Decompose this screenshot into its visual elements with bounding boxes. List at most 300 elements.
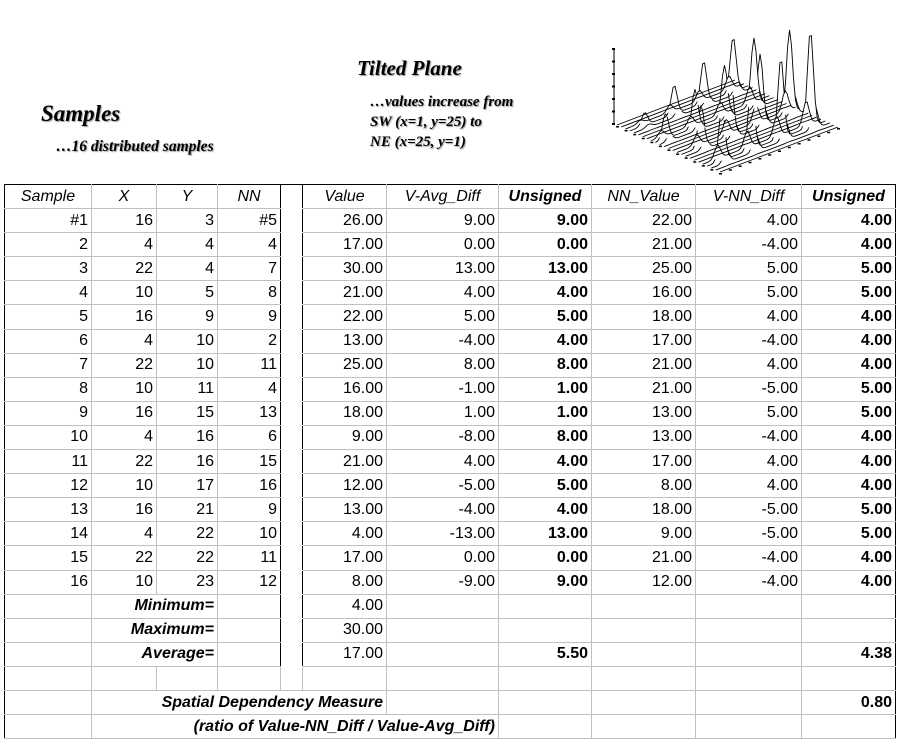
cell-nn[interactable]: 13	[218, 401, 281, 425]
cell-unsigned-nn[interactable]: 4.00	[802, 570, 896, 594]
cell-x[interactable]: 4	[92, 425, 157, 449]
z-axis-tick	[612, 61, 615, 63]
spatial-dependency-value[interactable]: 0.80	[802, 690, 896, 714]
cell-v-avg-diff[interactable]: -13.00	[387, 522, 499, 546]
cell-nn-value[interactable]: 16.00	[592, 281, 696, 305]
cell-v-nn-diff[interactable]: -4.00	[696, 425, 802, 449]
cell-spacer[interactable]	[281, 281, 303, 305]
cell-y[interactable]: 22	[157, 546, 218, 570]
cell-spacer[interactable]	[281, 257, 303, 281]
cell-y[interactable]: 9	[157, 305, 218, 329]
cell[interactable]	[281, 618, 303, 642]
cell-v-nn-diff[interactable]: -4.00	[696, 570, 802, 594]
cell-nn-value[interactable]: 18.00	[592, 498, 696, 522]
base-axis-tick	[749, 162, 752, 164]
cell-sample[interactable]: 7	[5, 353, 92, 377]
summary-row	[5, 690, 896, 714]
plane-description	[370, 92, 513, 152]
cell-x[interactable]: 4	[92, 522, 157, 546]
cell-v-avg-diff[interactable]: 1.00	[387, 401, 499, 425]
cell-sample[interactable]: 14	[5, 522, 92, 546]
column-header-sample[interactable]: Sample	[5, 185, 92, 209]
z-axis-tick	[612, 73, 615, 75]
cell-value[interactable]: 17.00	[303, 233, 387, 257]
cell[interactable]	[499, 715, 592, 739]
cell[interactable]	[802, 715, 896, 739]
cell[interactable]	[157, 666, 218, 690]
column-header-nn[interactable]: NN	[218, 185, 281, 209]
cell-nn-value[interactable]: 18.00	[592, 305, 696, 329]
cell[interactable]	[92, 666, 157, 690]
cell-y[interactable]: 11	[157, 377, 218, 401]
cell-v-nn-diff[interactable]: 5.00	[696, 257, 802, 281]
cell-y[interactable]: 10	[157, 329, 218, 353]
cell-unsigned-avg[interactable]: 0.00	[499, 233, 592, 257]
cell[interactable]	[5, 690, 92, 714]
cell[interactable]	[592, 594, 696, 618]
summary-row	[5, 618, 896, 642]
cell-x[interactable]: 16	[92, 305, 157, 329]
z-axis-tick	[612, 98, 615, 100]
cell[interactable]	[281, 642, 303, 666]
cell-x[interactable]: 10	[92, 377, 157, 401]
cell-x[interactable]: 10	[92, 281, 157, 305]
cell-spacer[interactable]	[281, 522, 303, 546]
cell-v-nn-diff[interactable]: -5.00	[696, 522, 802, 546]
cell[interactable]	[696, 594, 802, 618]
cell-y[interactable]: 10	[157, 353, 218, 377]
column-header-unsigned-avg[interactable]: Unsigned	[499, 185, 592, 209]
z-axis-tick	[612, 111, 615, 113]
cell-sample[interactable]: 13	[5, 498, 92, 522]
cell[interactable]	[499, 618, 592, 642]
cell-sample[interactable]: 12	[5, 474, 92, 498]
base-axis-tick	[676, 153, 679, 155]
cell-y[interactable]: 16	[157, 450, 218, 474]
base-axis-tick	[650, 142, 653, 144]
column-header-v-avg-diff[interactable]: V-Avg_Diff	[387, 185, 499, 209]
cell[interactable]	[802, 666, 896, 690]
cell-unsigned-avg[interactable]: 4.00	[499, 329, 592, 353]
cell-spacer[interactable]	[281, 401, 303, 425]
cell-unsigned-nn[interactable]: 4.00	[802, 474, 896, 498]
cell-nn[interactable]: 15	[218, 450, 281, 474]
cell-v-avg-diff[interactable]: -4.00	[387, 498, 499, 522]
cell-spacer[interactable]	[281, 377, 303, 401]
cell-v-nn-diff[interactable]: 4.00	[696, 305, 802, 329]
cell-nn-value[interactable]: 22.00	[592, 209, 696, 233]
cell[interactable]	[5, 594, 92, 618]
cell[interactable]	[5, 715, 92, 739]
table-row	[5, 425, 896, 449]
cell-value[interactable]: 9.00	[303, 425, 387, 449]
table-row	[5, 570, 896, 594]
plane-title: Tilted Plane	[357, 56, 462, 80]
table-row	[5, 401, 896, 425]
average-value[interactable]: 17.00	[303, 642, 387, 666]
cell-nn[interactable]: 12	[218, 570, 281, 594]
cell-v-nn-diff[interactable]: 4.00	[696, 474, 802, 498]
base-axis-tick	[817, 136, 820, 138]
cell-v-avg-diff[interactable]: 13.00	[387, 257, 499, 281]
column-header-unsigned-nn[interactable]: Unsigned	[802, 185, 896, 209]
cell-value[interactable]: 17.00	[303, 546, 387, 570]
base-axis-tick	[642, 138, 645, 140]
column-header-value[interactable]: Value	[303, 185, 387, 209]
base-axis-tick	[798, 143, 801, 145]
summary-row	[5, 594, 896, 618]
cell[interactable]	[387, 594, 499, 618]
table-row	[5, 353, 896, 377]
cell-x[interactable]: 22	[92, 546, 157, 570]
cell-nn[interactable]: 7	[218, 257, 281, 281]
cell[interactable]	[592, 690, 696, 714]
average-unsigned-v-avg[interactable]: 5.50	[499, 642, 592, 666]
cell-unsigned-nn[interactable]: 4.00	[802, 425, 896, 449]
cell-value[interactable]: 22.00	[303, 305, 387, 329]
column-header-y[interactable]: Y	[157, 185, 218, 209]
base-axis-tick	[808, 139, 811, 141]
cell-v-avg-diff[interactable]: -8.00	[387, 425, 499, 449]
cell-nn[interactable]: 4	[218, 377, 281, 401]
table-row	[5, 377, 896, 401]
column-header-spacer[interactable]	[281, 185, 303, 209]
base-axis-tick	[710, 169, 713, 171]
cell-unsigned-nn[interactable]: 4.00	[802, 233, 896, 257]
cell-y[interactable]: 5	[157, 281, 218, 305]
cell[interactable]	[218, 594, 281, 618]
cell-unsigned-avg[interactable]: 1.00	[499, 377, 592, 401]
cell[interactable]	[5, 642, 92, 666]
cell-value[interactable]: 26.00	[303, 209, 387, 233]
cell-sample[interactable]: 8	[5, 377, 92, 401]
cell-nn-value[interactable]: 17.00	[592, 329, 696, 353]
cell-unsigned-avg[interactable]: 9.00	[499, 570, 592, 594]
cell-y[interactable]: 16	[157, 425, 218, 449]
cell-unsigned-nn[interactable]: 4.00	[802, 450, 896, 474]
cell-v-avg-diff[interactable]: 4.00	[387, 450, 499, 474]
cell-nn-value[interactable]: 21.00	[592, 377, 696, 401]
cell-x[interactable]: 4	[92, 329, 157, 353]
cell-unsigned-avg[interactable]: 1.00	[499, 401, 592, 425]
cell-unsigned-avg[interactable]: 8.00	[499, 353, 592, 377]
table-row	[5, 233, 896, 257]
cell[interactable]	[696, 666, 802, 690]
z-axis-tick	[612, 48, 615, 50]
cell-nn[interactable]: 2	[218, 329, 281, 353]
average-label[interactable]: Average=	[92, 642, 218, 666]
cell-y[interactable]: 23	[157, 570, 218, 594]
spatial-dependency-note[interactable]: (ratio of Value-NN_Diff / Value-Avg_Diff)	[92, 715, 499, 739]
cell-y[interactable]: 3	[157, 209, 218, 233]
cell-sample[interactable]: 3	[5, 257, 92, 281]
table-row	[5, 474, 896, 498]
cell-spacer[interactable]	[281, 570, 303, 594]
cell[interactable]	[499, 666, 592, 690]
samples-title: Samples	[41, 101, 121, 126]
cell-nn[interactable]: 6	[218, 425, 281, 449]
base-axis-tick	[616, 126, 619, 128]
cell-value[interactable]: 13.00	[303, 498, 387, 522]
cell[interactable]	[592, 618, 696, 642]
base-axis-tick	[693, 161, 696, 163]
cell[interactable]	[696, 618, 802, 642]
base-axis-tick	[758, 158, 761, 160]
table-row	[5, 522, 896, 546]
cell-x[interactable]: 16	[92, 209, 157, 233]
cell-unsigned-avg[interactable]: 4.00	[499, 450, 592, 474]
cell-x[interactable]: 22	[92, 353, 157, 377]
cell-unsigned-nn[interactable]: 4.00	[802, 209, 896, 233]
cell-v-avg-diff[interactable]: -9.00	[387, 570, 499, 594]
table-row	[5, 257, 896, 281]
cell-x[interactable]: 22	[92, 257, 157, 281]
cell[interactable]	[281, 594, 303, 618]
cell-v-avg-diff[interactable]: 0.00	[387, 546, 499, 570]
summary-row	[5, 666, 896, 690]
cell-unsigned-nn[interactable]: 5.00	[802, 401, 896, 425]
cell[interactable]	[802, 618, 896, 642]
base-axis-tick	[668, 150, 671, 152]
cell-nn-value[interactable]: 12.00	[592, 570, 696, 594]
cell-sample[interactable]: 2	[5, 233, 92, 257]
cell[interactable]	[387, 618, 499, 642]
cell[interactable]	[5, 618, 92, 642]
cell-sample[interactable]: 10	[5, 425, 92, 449]
summary-row	[5, 715, 896, 739]
cell-nn-value[interactable]: 25.00	[592, 257, 696, 281]
cell-nn-value[interactable]: 21.00	[592, 546, 696, 570]
cell-nn-value[interactable]: 21.00	[592, 233, 696, 257]
cell-v-nn-diff[interactable]: -5.00	[696, 377, 802, 401]
cell-unsigned-nn[interactable]: 5.00	[802, 498, 896, 522]
cell-sample[interactable]: 16	[5, 570, 92, 594]
table-row	[5, 305, 896, 329]
cell-spacer[interactable]	[281, 353, 303, 377]
cell-nn-value[interactable]: 13.00	[592, 401, 696, 425]
column-header-x[interactable]: X	[92, 185, 157, 209]
cell-x[interactable]: 10	[92, 474, 157, 498]
cell-y[interactable]: 4	[157, 233, 218, 257]
cell-spacer[interactable]	[281, 546, 303, 570]
cell[interactable]	[696, 690, 802, 714]
cell-y[interactable]: 22	[157, 522, 218, 546]
cell-unsigned-avg[interactable]: 8.00	[499, 425, 592, 449]
cell-y[interactable]: 17	[157, 474, 218, 498]
plane-desc-line: SW (x=1, y=25) to	[370, 114, 482, 130]
cell-spacer[interactable]	[281, 498, 303, 522]
cell-v-avg-diff[interactable]: 5.00	[387, 305, 499, 329]
cell-unsigned-nn[interactable]: 4.00	[802, 329, 896, 353]
cell[interactable]	[387, 642, 499, 666]
cell-value[interactable]: 18.00	[303, 401, 387, 425]
cell-unsigned-nn[interactable]: 4.00	[802, 353, 896, 377]
cell-unsigned-avg[interactable]: 4.00	[499, 498, 592, 522]
cell-nn[interactable]: 16	[218, 474, 281, 498]
minimum-label[interactable]: Minimum=	[92, 594, 218, 618]
base-axis-tick	[633, 134, 636, 136]
base-axis-tick	[729, 169, 732, 171]
average-unsigned-v-nn[interactable]: 4.38	[802, 642, 896, 666]
base-axis-tick	[719, 173, 722, 175]
column-header-v-nn-diff[interactable]: V-NN_Diff	[696, 185, 802, 209]
cell-spacer[interactable]	[281, 425, 303, 449]
cell-x[interactable]: 22	[92, 450, 157, 474]
cell-x[interactable]: 16	[92, 401, 157, 425]
cell-v-nn-diff[interactable]: 4.00	[696, 209, 802, 233]
base-axis-tick	[702, 165, 705, 167]
cell-x[interactable]: 10	[92, 570, 157, 594]
plane-desc-line: …values increase from	[370, 94, 514, 110]
cell-unsigned-avg[interactable]: 5.00	[499, 474, 592, 498]
cell-nn-value[interactable]: 13.00	[592, 425, 696, 449]
cell-unsigned-nn[interactable]: 4.00	[802, 546, 896, 570]
cell[interactable]	[592, 666, 696, 690]
cell-nn[interactable]: 11	[218, 353, 281, 377]
base-axis-tick	[827, 132, 830, 134]
cell-value[interactable]: 21.00	[303, 281, 387, 305]
base-axis-tick	[685, 157, 688, 159]
cell-nn-value[interactable]: 21.00	[592, 353, 696, 377]
cell-v-nn-diff[interactable]: -4.00	[696, 233, 802, 257]
spatial-dependency-label[interactable]: Spatial Dependency Measure	[92, 690, 387, 714]
cell-nn[interactable]: 11	[218, 546, 281, 570]
cell-v-avg-diff[interactable]: -1.00	[387, 377, 499, 401]
cell-value[interactable]: 13.00	[303, 329, 387, 353]
cell-nn[interactable]: 10	[218, 522, 281, 546]
cell-value[interactable]: 25.00	[303, 353, 387, 377]
cell-v-avg-diff[interactable]: -4.00	[387, 329, 499, 353]
summary-row	[5, 642, 896, 666]
table-row	[5, 498, 896, 522]
table-row	[5, 209, 896, 233]
cell-unsigned-nn[interactable]: 5.00	[802, 522, 896, 546]
header-row	[5, 185, 896, 209]
cell-spacer[interactable]	[281, 450, 303, 474]
base-axis-tick	[778, 151, 781, 153]
samples-subtitle: …16 distributed samples	[56, 138, 214, 155]
cell[interactable]	[218, 618, 281, 642]
cell-unsigned-nn[interactable]: 5.00	[802, 257, 896, 281]
cell-unsigned-avg[interactable]: 0.00	[499, 546, 592, 570]
cell-v-nn-diff[interactable]: 5.00	[696, 281, 802, 305]
cell[interactable]	[218, 642, 281, 666]
cell[interactable]	[592, 715, 696, 739]
cell-value[interactable]: 21.00	[303, 450, 387, 474]
cell-v-avg-diff[interactable]: 8.00	[387, 353, 499, 377]
cell-v-avg-diff[interactable]: 4.00	[387, 281, 499, 305]
cell-v-avg-diff[interactable]: 0.00	[387, 233, 499, 257]
table-row	[5, 329, 896, 353]
cell-nn[interactable]: 9	[218, 498, 281, 522]
plane-desc-line: NE (x=25, y=1)	[370, 134, 466, 150]
cell-sample[interactable]: 9	[5, 401, 92, 425]
cell-y[interactable]: 4	[157, 257, 218, 281]
cell-sample[interactable]: 4	[5, 281, 92, 305]
cell-sample[interactable]: #1	[5, 209, 92, 233]
cell-v-avg-diff[interactable]: 9.00	[387, 209, 499, 233]
cell-unsigned-avg[interactable]: 13.00	[499, 257, 592, 281]
cell-unsigned-avg[interactable]: 13.00	[499, 522, 592, 546]
base-axis-tick	[739, 166, 742, 168]
cell-spacer[interactable]	[281, 329, 303, 353]
base-axis-tick	[837, 128, 840, 130]
cell[interactable]	[303, 666, 387, 690]
cell-unsigned-avg[interactable]: 9.00	[499, 209, 592, 233]
cell-spacer[interactable]	[281, 209, 303, 233]
cell-unsigned-nn[interactable]: 5.00	[802, 281, 896, 305]
samples-table	[4, 184, 896, 739]
cell-value[interactable]: 8.00	[303, 570, 387, 594]
cell[interactable]	[696, 642, 802, 666]
cell[interactable]	[5, 666, 92, 690]
maximum-value[interactable]: 30.00	[303, 618, 387, 642]
cell-sample[interactable]: 6	[5, 329, 92, 353]
cell-sample[interactable]: 11	[5, 450, 92, 474]
cell-unsigned-avg[interactable]: 4.00	[499, 281, 592, 305]
cell[interactable]	[387, 666, 499, 690]
z-axis-tick	[612, 86, 615, 88]
cell[interactable]	[499, 690, 592, 714]
cell[interactable]	[499, 594, 592, 618]
z-axis-tick	[612, 123, 615, 125]
cell-unsigned-nn[interactable]: 4.00	[802, 305, 896, 329]
cell-v-avg-diff[interactable]: -5.00	[387, 474, 499, 498]
cell[interactable]	[218, 666, 281, 690]
base-axis-tick	[768, 154, 771, 156]
cell-v-nn-diff[interactable]: 5.00	[696, 401, 802, 425]
cell[interactable]	[696, 715, 802, 739]
cell-v-nn-diff[interactable]: -4.00	[696, 329, 802, 353]
cell-spacer[interactable]	[281, 474, 303, 498]
cell[interactable]	[387, 690, 499, 714]
cell-spacer[interactable]	[281, 305, 303, 329]
cell-x[interactable]: 16	[92, 498, 157, 522]
cell-nn-value[interactable]: 9.00	[592, 522, 696, 546]
cell-nn[interactable]: 4	[218, 233, 281, 257]
cell-value[interactable]: 12.00	[303, 474, 387, 498]
maximum-label[interactable]: Maximum=	[92, 618, 218, 642]
cell[interactable]	[592, 642, 696, 666]
cell-y[interactable]: 15	[157, 401, 218, 425]
cell-v-nn-diff[interactable]: -4.00	[696, 546, 802, 570]
cell-nn-value[interactable]: 8.00	[592, 474, 696, 498]
cell-y[interactable]: 21	[157, 498, 218, 522]
cell-nn-value[interactable]: 17.00	[592, 450, 696, 474]
cell[interactable]	[802, 594, 896, 618]
cell-v-nn-diff[interactable]: -5.00	[696, 498, 802, 522]
cell-nn[interactable]: 8	[218, 281, 281, 305]
cell-unsigned-avg[interactable]: 5.00	[499, 305, 592, 329]
cell-nn[interactable]: #5	[218, 209, 281, 233]
cell-v-nn-diff[interactable]: 4.00	[696, 450, 802, 474]
cell-unsigned-nn[interactable]: 5.00	[802, 377, 896, 401]
cell[interactable]	[281, 666, 303, 690]
cell-sample[interactable]: 5	[5, 305, 92, 329]
cell-spacer[interactable]	[281, 233, 303, 257]
cell-value[interactable]: 16.00	[303, 377, 387, 401]
minimum-value[interactable]: 4.00	[303, 594, 387, 618]
cell-sample[interactable]: 15	[5, 546, 92, 570]
cell-x[interactable]: 4	[92, 233, 157, 257]
cell-v-nn-diff[interactable]: 4.00	[696, 353, 802, 377]
cell-value[interactable]: 4.00	[303, 522, 387, 546]
table-row	[5, 450, 896, 474]
cell-nn[interactable]: 9	[218, 305, 281, 329]
cell-value[interactable]: 30.00	[303, 257, 387, 281]
table-row	[5, 281, 896, 305]
column-header-nn-value[interactable]: NN_Value	[592, 185, 696, 209]
